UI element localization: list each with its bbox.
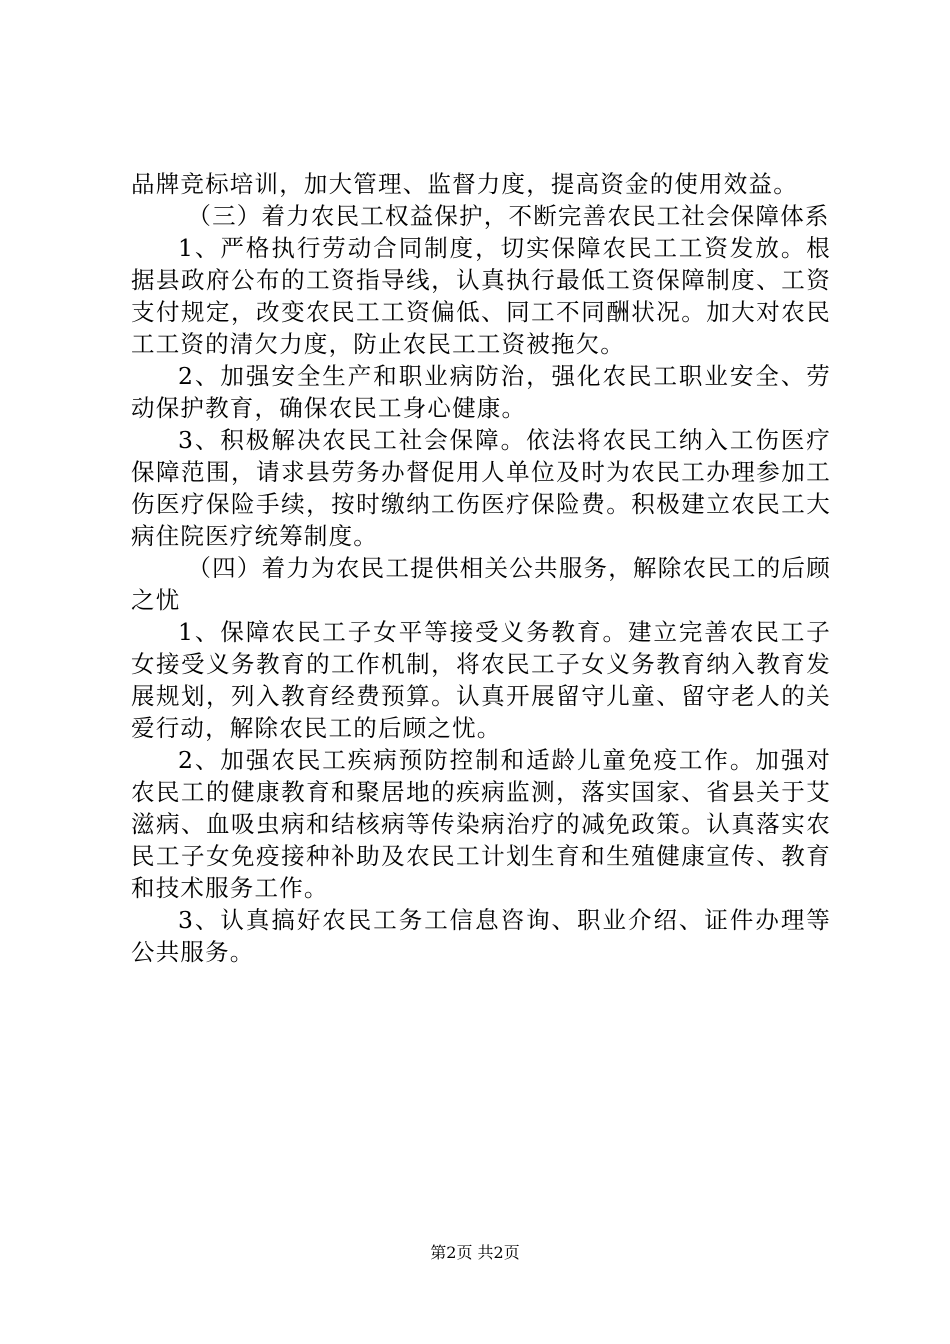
paragraph-item: 3、积极解决农民工社会保障。依法将农民工纳入工伤医疗保障范围，请求县劳务办督促用人单位及时为农民工办理参加工伤医疗保险手续，按时缴纳工伤医疗保险费。积极建立农民工大病住院医疗统筹制度。 — [131, 426, 831, 550]
section-heading-3: （三）着力农民工权益保护，不断完善农民工社会保障体系 — [187, 202, 830, 230]
paragraph-item: 3、认真搞好农民工务工信息咨询、职业介绍、证件办理等公共服务。 — [131, 906, 831, 966]
paragraph-item: 2、加强农民工疾病预防控制和适龄儿童免疫工作。加强对农民工的健康教育和聚居地的疾病监测，落实国家、省县关于艾滋病、血吸虫病和结核病等传染病治疗的减免政策。认真落实农民工子女免疫接种补助及农民工计划生育和生殖健康宣传、教育和技术服务工作。 — [131, 746, 831, 902]
page-number-footer: 第2页 共2页 — [430, 1243, 520, 1262]
paragraph-continuation: 品牌竞标培训，加大管理、监督力度，提高资金的使用效益。 — [131, 170, 798, 198]
paragraph-item: 1、保障农民工子女平等接受义务教育。建立完善农民工子女接受义务教育的工作机制，将农民工子女义务教育纳入教育发展规划，列入教育经费预算。认真开展留守儿童、留守老人的关爱行动，解除农民工的后顾之忧。 — [131, 618, 831, 742]
paragraph-item: 2、加强安全生产和职业病防治，强化农民工职业安全、劳动保护教育，确保农民工身心健康。 — [131, 362, 831, 422]
section-heading-4: （四）着力为农民工提供相关公共服务，解除农民工的后顾之忧 — [131, 554, 831, 614]
document-body — [131, 168, 831, 968]
paragraph-item: 1、严格执行劳动合同制度，切实保障农民工工资发放。根据县政府公布的工资指导线，认真执行最低工资保障制度、工资支付规定，改变农民工工资偏低、同工不同酬状况。加大对农民工工资的清欠力度，防止农民工工资被拖欠。 — [131, 234, 831, 358]
